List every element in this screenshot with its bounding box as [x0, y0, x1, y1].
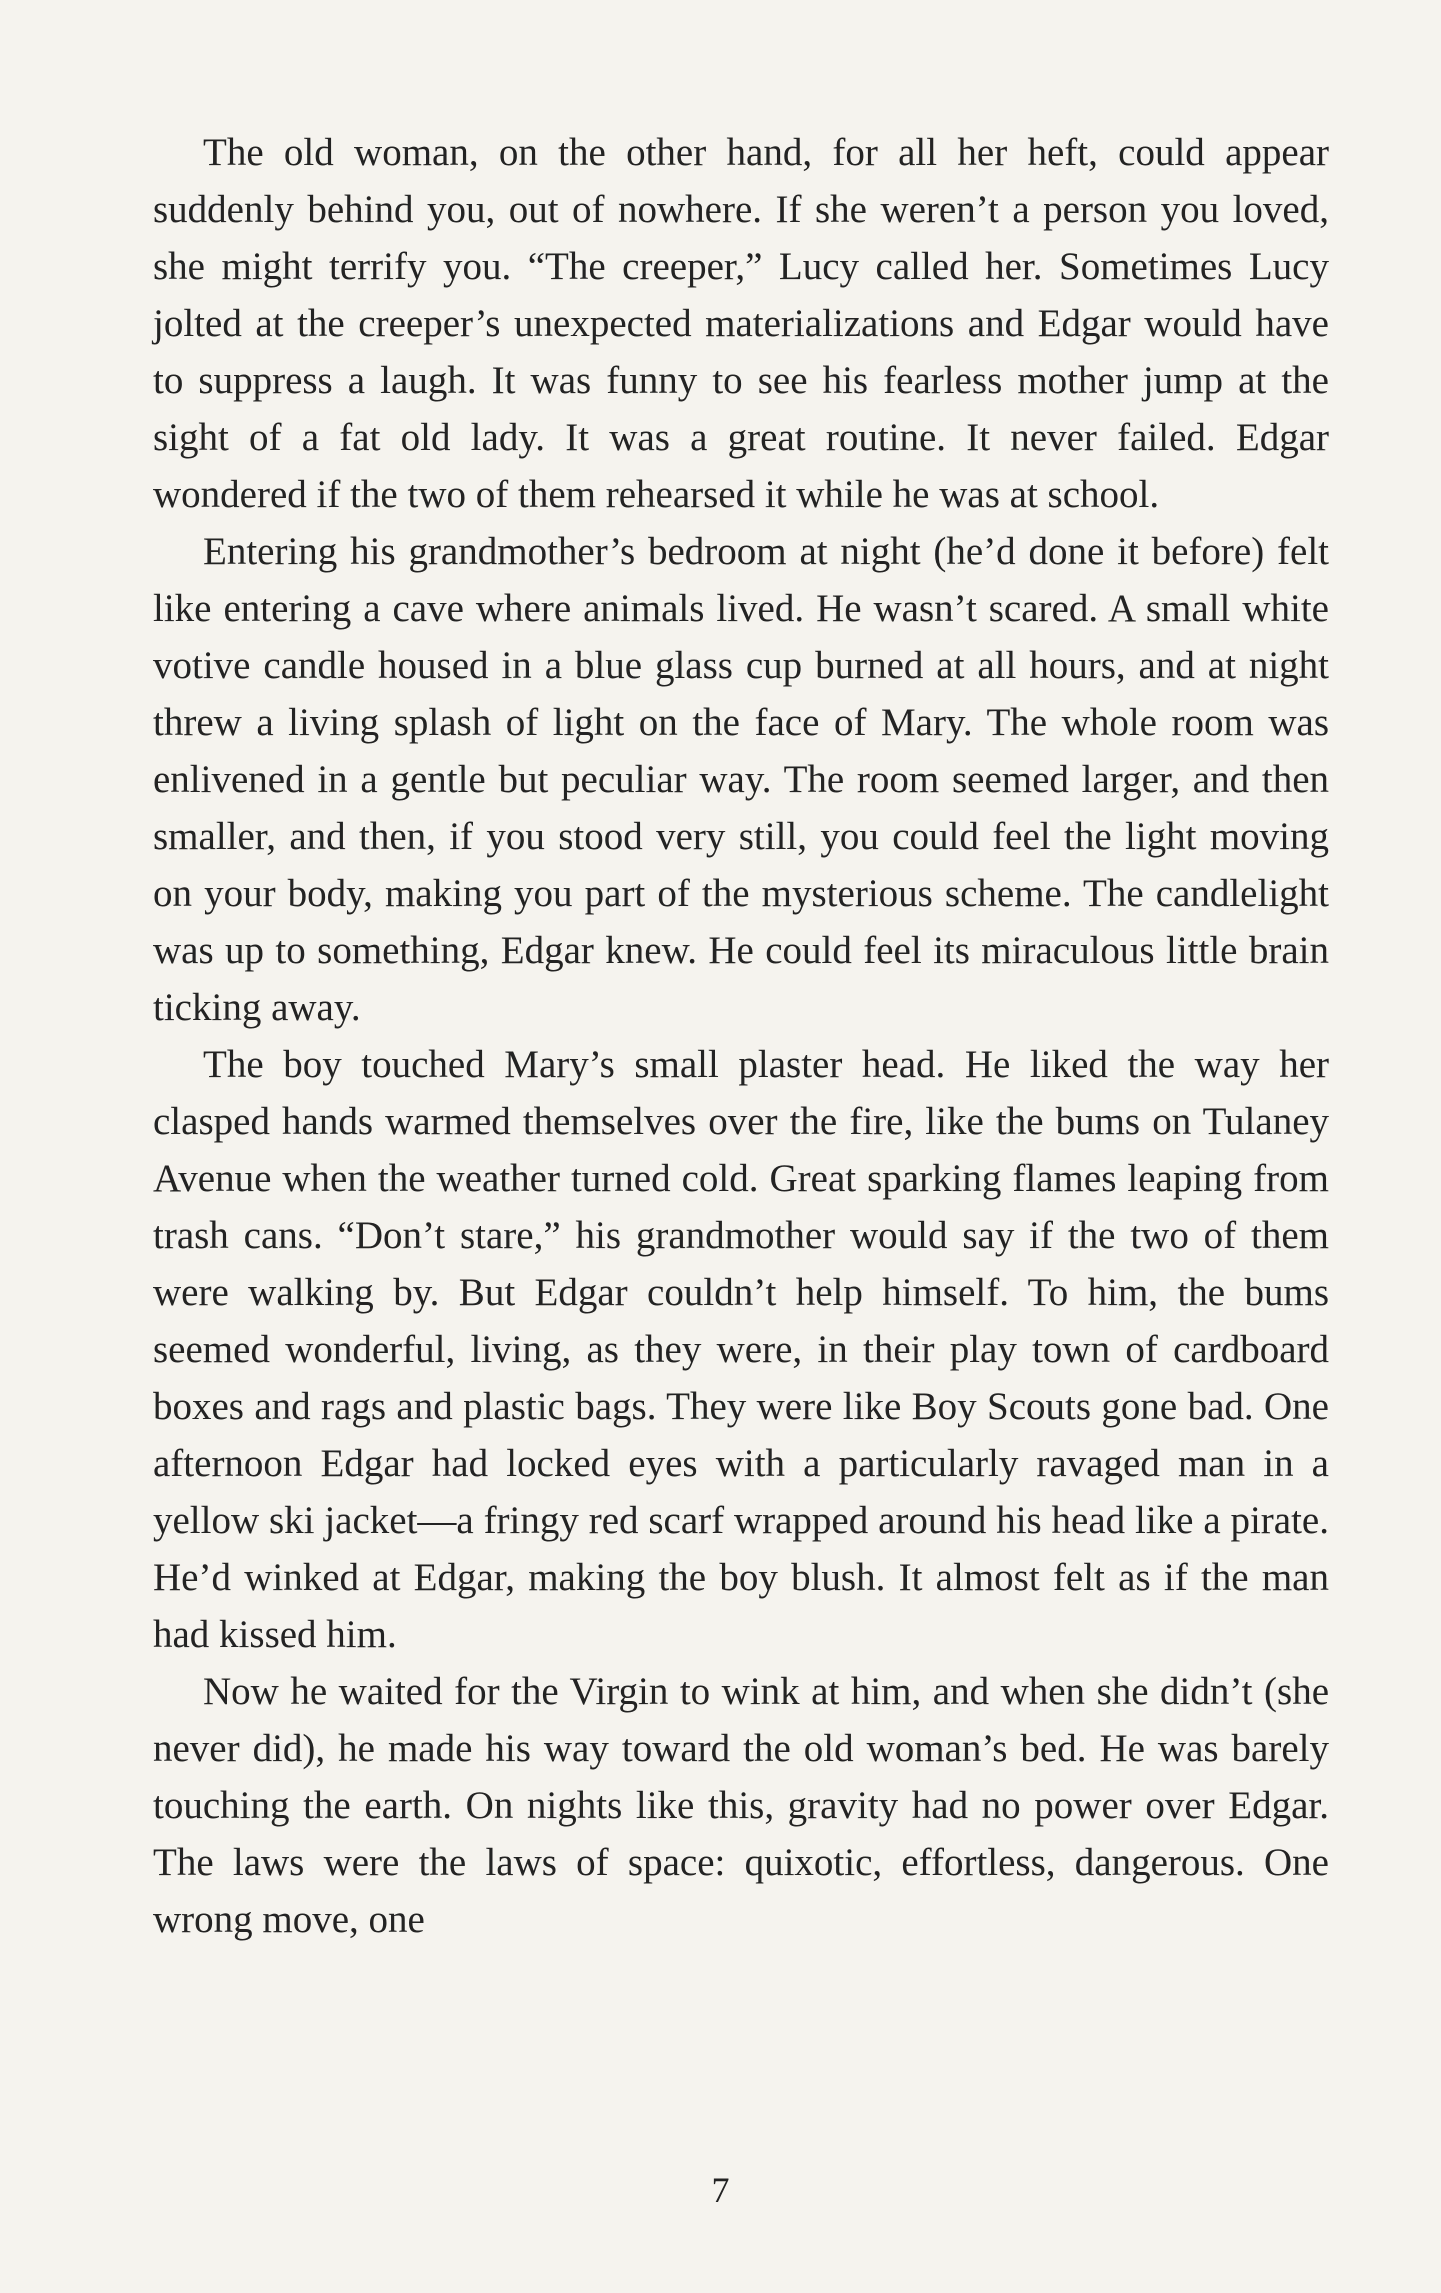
- paragraph-2: Entering his grandmother’s bedroom at night (he’d done it before) felt like entering a cave where animals lived. He wasn’t scared. A small white votive candle housed in a blue glass cup burned at all hours, and at night threw a living splash of light on the face of Mary. The whole room was enlivened in a gentle but peculiar way. The room seemed larger, and then smaller, and then, if you stood very still, you could feel the light moving on your body, making you part of the mysterious scheme. The candlelight was up to something, Edgar knew. He could feel its miraculous little brain ticking away.: [153, 530, 1329, 1029]
- paragraph-4: Now he waited for the Virgin to wink at him, and when she didn’t (she never did), he made his way toward the old woman’s bed. He was barely touching the earth. On nights like this, gravity had no power over Edgar. The laws were the laws of space: quixotic, effortless, dangerous. One wrong move, one: [153, 1670, 1329, 1941]
- body-text: [153, 124, 1329, 1948]
- page-number: 7: [711, 2170, 730, 2210]
- paragraph-3: The boy touched Mary’s small plaster head. He liked the way her clasped hands warmed themselves over the fire, like the bums on Tulaney Avenue when the weather turned cold. Great sparking flames leaping from trash cans. “Don’t stare,” his grandmother would say if the two of them were walking by. But Edgar couldn’t help himself. To him, the bums seemed wonderful, living, as they were, in their play town of cardboard boxes and rags and plastic bags. They were like Boy Scouts gone bad. One afternoon Edgar had locked eyes with a particularly ravaged man in a yellow ski jacket—a fringy red scarf wrapped around his head like a pirate. He’d winked at Edgar, making the boy blush. It almost felt as if the man had kissed him.: [153, 1043, 1329, 1656]
- paragraph-1: The old woman, on the other hand, for all her heft, could appear suddenly behind you, out of nowhere. If she weren’t a person you loved, she might terrify you. “The creeper,” Lucy called her. Sometimes Lucy jolted at the creeper’s unexpected materializations and Edgar would have to suppress a laugh. It was funny to see his fearless mother jump at the sight of a fat old lady. It was a great routine. It never failed. Edgar wondered if the two of them rehearsed it while he was at school.: [153, 131, 1329, 516]
